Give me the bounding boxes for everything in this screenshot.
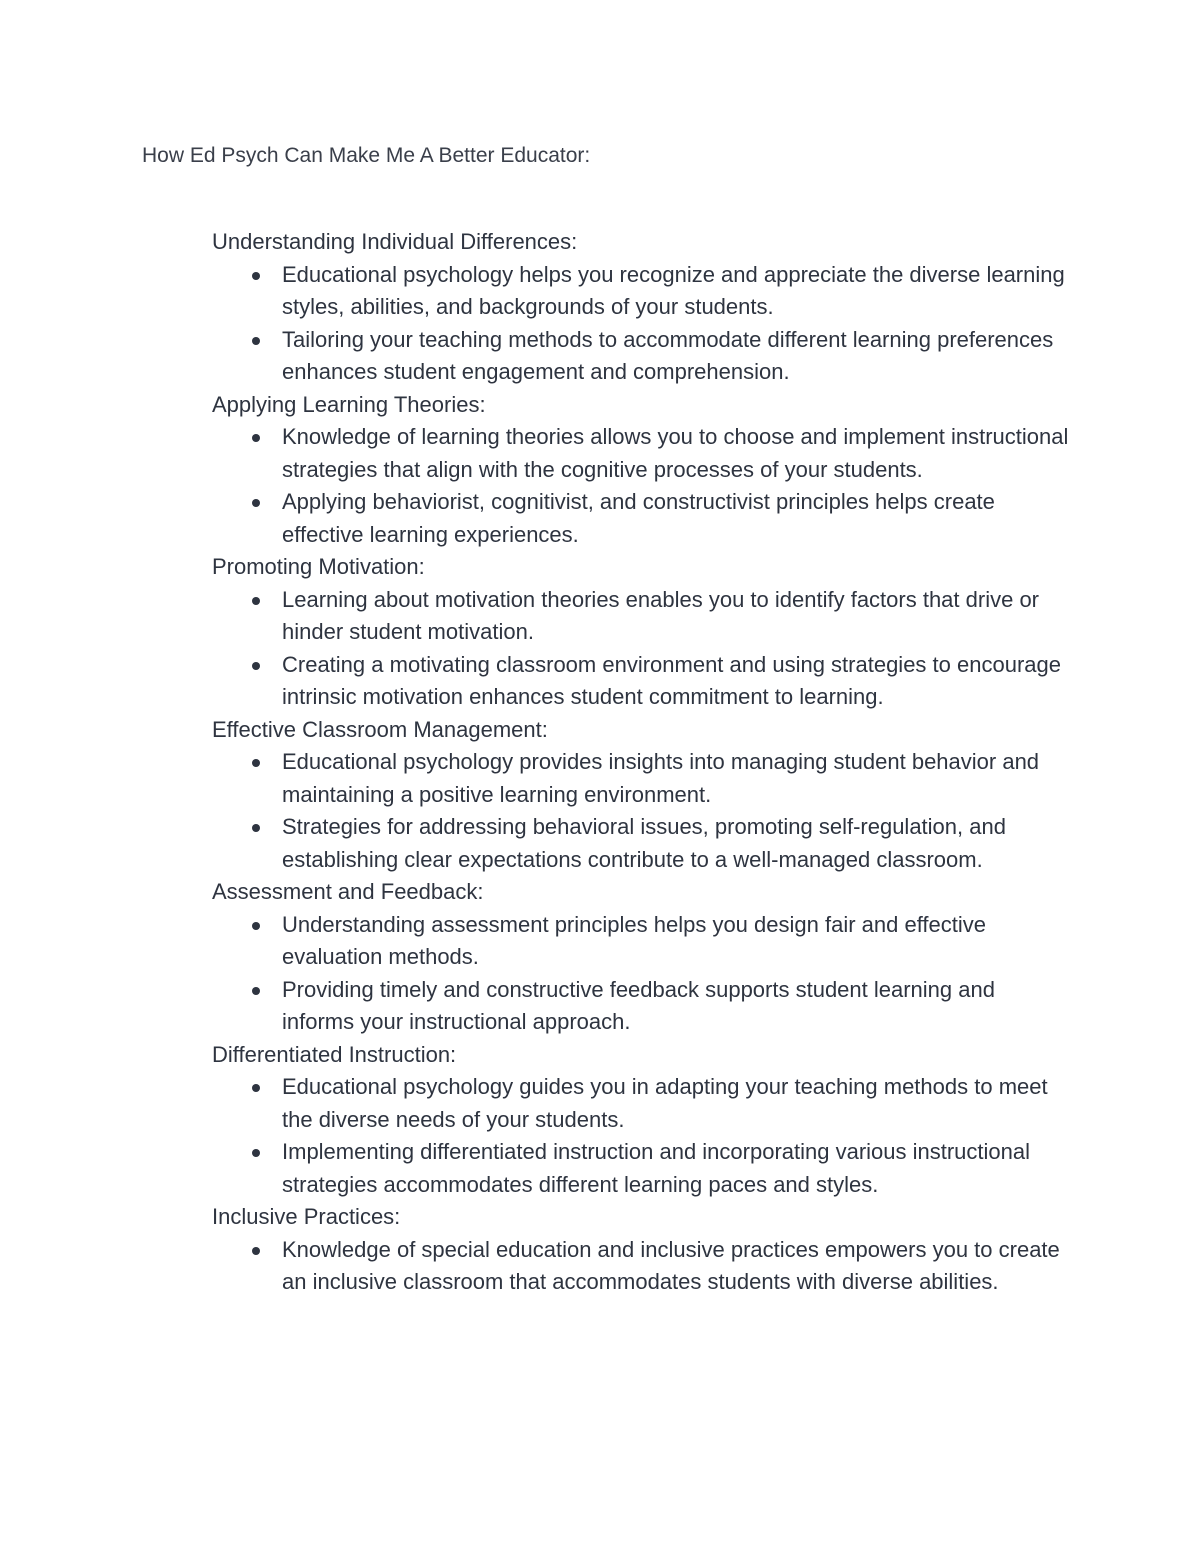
section-heading: Applying Learning Theories:: [212, 391, 486, 417]
bullet-icon: [252, 597, 260, 605]
bullet-icon: [252, 922, 260, 930]
section-understanding-individual-differences: [212, 226, 1112, 389]
document-title: How Ed Psych Can Make Me A Better Educator:: [142, 144, 591, 167]
bullet-item: [212, 811, 1072, 876]
section-inclusive-practices: [212, 1201, 1112, 1299]
section-differentiated-instruction: [212, 1039, 1112, 1202]
bullet-icon: [252, 499, 260, 507]
bullet-icon: [252, 1149, 260, 1157]
bullet-list: [212, 1234, 1112, 1299]
section-heading: Inclusive Practices:: [212, 1204, 401, 1229]
bullet-icon: [252, 337, 260, 345]
bullet-list: [212, 259, 1112, 389]
bullet-icon: [252, 434, 260, 442]
bullet-text: Tailoring your teaching methods to accommodate different learning preferences enhances student engagement and comprehension.: [282, 326, 1054, 384]
bullet-icon: [252, 1247, 260, 1255]
bullet-item: [212, 974, 1072, 1039]
section-heading: Differentiated Instruction:: [212, 1041, 457, 1067]
bullet-list: [212, 909, 1112, 1039]
section-assessment-and-feedback: [212, 876, 1112, 1039]
section-heading: Effective Classroom Management:: [212, 716, 548, 742]
bullet-text: Applying behaviorist, cognitivist, and constructivist principles helps create effective learning experiences.: [282, 489, 995, 547]
section-heading: Assessment and Feedback:: [212, 879, 484, 904]
bullet-icon: [252, 759, 260, 767]
bullet-text: Providing timely and constructive feedback supports student learning and informs your instructional approach.: [282, 976, 995, 1034]
section-applying-learning-theories: [212, 389, 1112, 552]
bullet-item: [212, 649, 1072, 714]
bullet-icon: [252, 987, 260, 995]
bullet-item: [212, 486, 1072, 551]
bullet-list: [212, 584, 1112, 714]
bullet-item: [212, 1234, 1072, 1299]
bullet-item: [212, 1136, 1072, 1201]
document-body: [212, 226, 1112, 1299]
section-heading: Promoting Motivation:: [212, 554, 425, 579]
bullet-text: Knowledge of learning theories allows you to choose and implement instructional strategies that align with the cognitive processes of your students.: [282, 424, 1069, 482]
bullet-item: [212, 909, 1072, 974]
bullet-list: [212, 421, 1112, 551]
bullet-icon: [252, 1084, 260, 1092]
bullet-item: [212, 746, 1072, 811]
bullet-icon: [252, 824, 260, 832]
bullet-list: [212, 746, 1112, 876]
bullet-item: [212, 584, 1072, 649]
bullet-list: [212, 1071, 1112, 1201]
bullet-text: Creating a motivating classroom environment and using strategies to encourage intrinsic motivation enhances student commitment to learning.: [282, 651, 1061, 709]
bullet-icon: [252, 272, 260, 280]
bullet-icon: [252, 662, 260, 670]
section-effective-classroom-management: [212, 714, 1112, 877]
bullet-text: Strategies for addressing behavioral issues, promoting self-regulation, and establishing clear expectations contribute to a well-managed classroom.: [282, 814, 1006, 872]
section-promoting-motivation: [212, 551, 1112, 714]
bullet-text: Understanding assessment principles helps you design fair and effective evaluation methods.: [282, 911, 986, 969]
bullet-text: Educational psychology guides you in adapting your teaching methods to meet the diverse needs of your students.: [282, 1074, 1048, 1132]
bullet-text: Educational psychology provides insights into managing student behavior and maintaining a positive learning environment.: [282, 749, 1040, 807]
bullet-text: Implementing differentiated instruction and incorporating various instructional strategies accommodates different learning paces and styles.: [282, 1139, 1031, 1197]
bullet-text: Knowledge of special education and inclusive practices empowers you to create an inclusive classroom that accommodates students with diverse abilities.: [282, 1236, 1060, 1294]
bullet-text: Learning about motivation theories enables you to identify factors that drive or hinder student motivation.: [282, 586, 1040, 644]
bullet-item: [212, 259, 1072, 324]
bullet-item: [212, 324, 1072, 389]
section-heading: Understanding Individual Differences:: [212, 229, 578, 254]
bullet-text: Educational psychology helps you recognize and appreciate the diverse learning styles, abilities, and backgrounds of your students.: [282, 261, 1065, 319]
bullet-item: [212, 421, 1072, 486]
bullet-item: [212, 1071, 1072, 1136]
